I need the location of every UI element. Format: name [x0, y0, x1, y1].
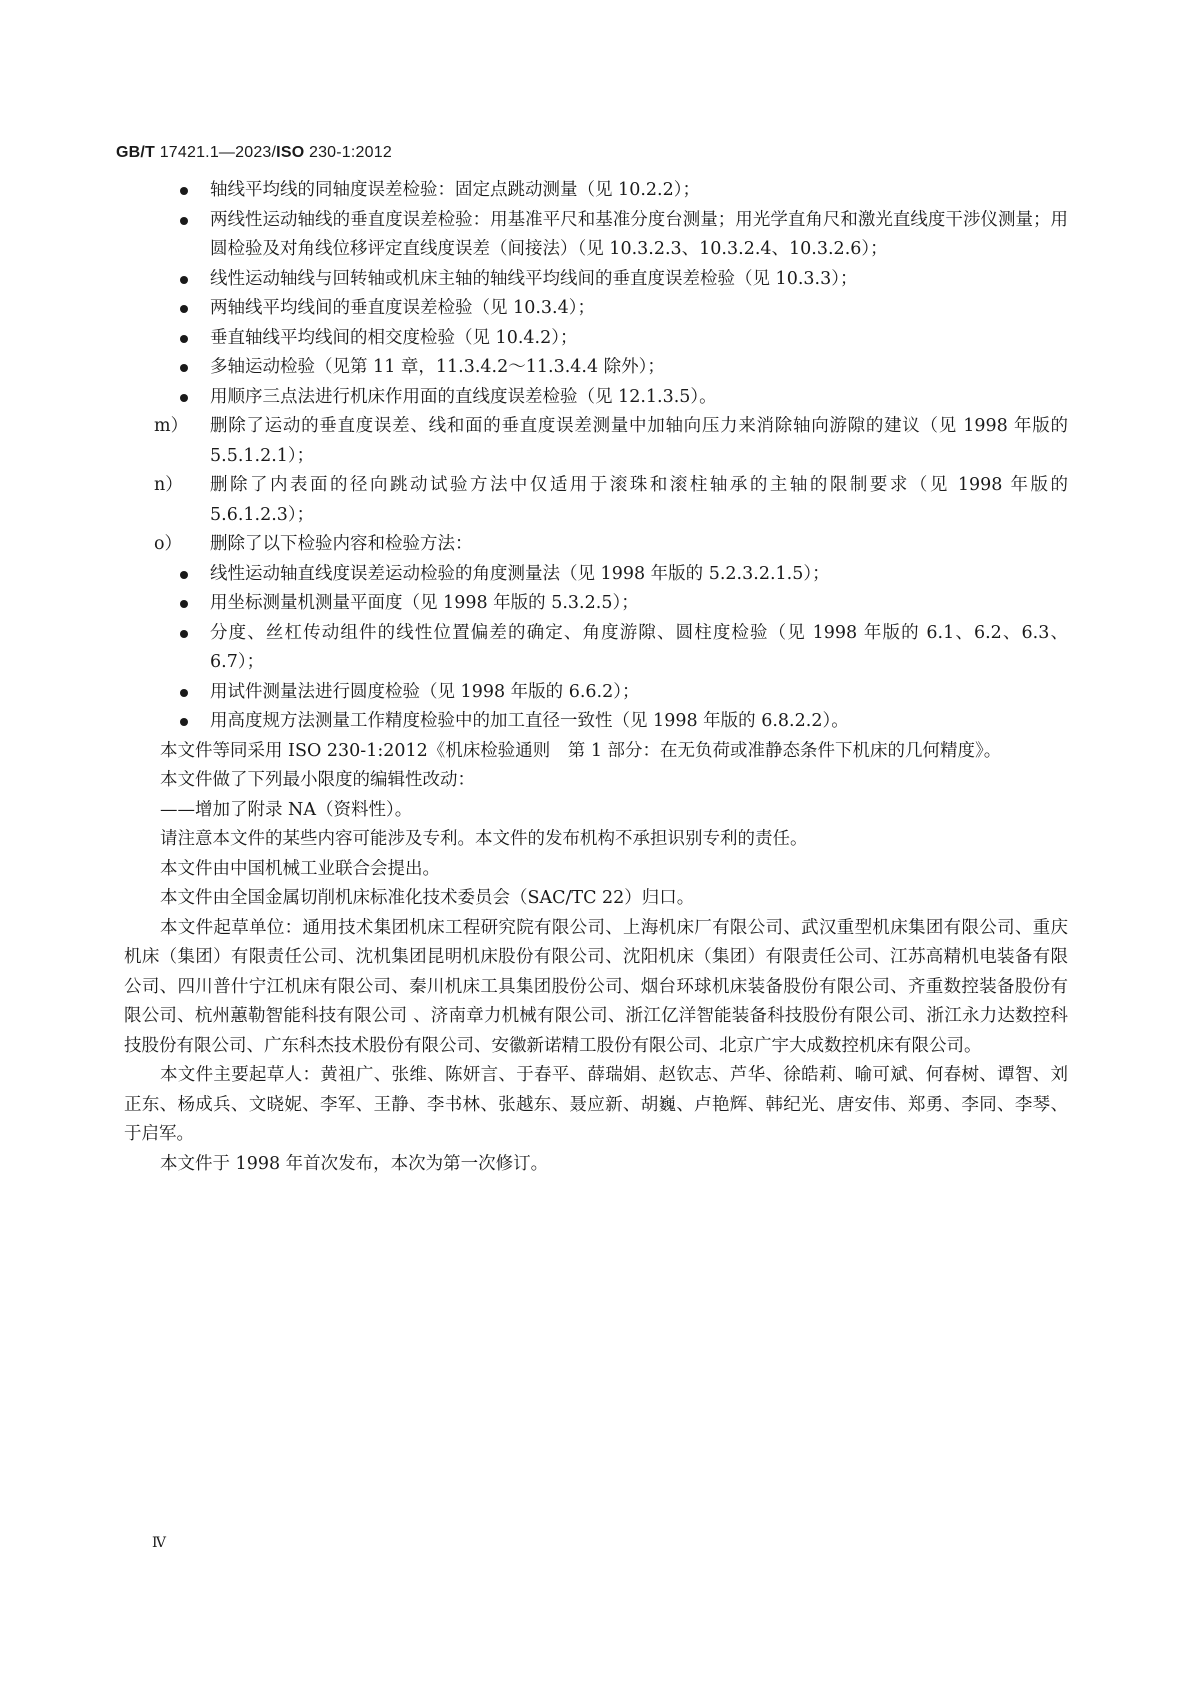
list-item: 两轴线平均线间的垂直度误差检验（见 10.3.4）； [210, 294, 1068, 324]
header-iso: ISO [276, 144, 305, 161]
paragraph-drafters: 本文件主要起草人：黄祖广、张维、陈妍言、于春平、薛瑞娟、赵钦志、芦华、徐皓莉、喻可斌、何春树、谭智、刘正东、杨成兵、文晓妮、李军、王静、李书林、张越东、聂应新、胡巍、卢艳辉、韩纪光、唐安伟、郑勇、李同、李琴、于启军。 [124, 1065, 1068, 1144]
paragraph-adoption: 本文件等同采用 ISO 230-1:2012《机床检验通则 第 1 部分：在无负荷或准静态条件下机床的几何精度》。 [160, 740, 1002, 761]
item-o-label: o） [154, 534, 183, 554]
paragraph-proposer: 本文件由中国机械工业联合会提出。 [160, 858, 440, 879]
list-item: 多轴运动检验（见第 11 章，11.3.4.2～11.3.4.4 除外）； [210, 353, 1068, 383]
list-item: 线性运动轴直线度误差运动检验的角度测量法（见 1998 年版的 5.2.3.2.1.5）； [210, 560, 1068, 590]
item-n-text: 删除了内表面的径向跳动试验方法中仅适用于滚珠和滚柱轴承的主轴的限制要求（见 1998 年版的 5.6.1.2.3）； [210, 475, 1068, 525]
item-n-label: n） [154, 475, 183, 495]
item-o [124, 530, 1068, 560]
item-n [124, 471, 1068, 530]
page-number: Ⅳ [152, 1535, 166, 1551]
list-item: 轴线平均线的同轴度误差检验：固定点跳动测量（见 10.2.2）； [210, 176, 1068, 206]
bullet-list-top [124, 176, 1068, 412]
item-m-label: m） [154, 416, 189, 436]
list-item: 两线性运动轴线的垂直度误差检验：用基准平尺和基准分度台测量；用光学直角尺和激光直线度干涉仪测量；用圆检验及对角线位移评定直线度误差（间接法）（见 10.3.2.3、10.3.2.4、10.3.2.6）； [210, 206, 1068, 265]
header-gbt: GB/T [116, 144, 156, 161]
list-item: 垂直轴线平均线间的相交度检验（见 10.4.2）； [210, 324, 1068, 354]
paragraph-history: 本文件于 1998 年首次发布，本次为第一次修订。 [160, 1153, 549, 1174]
paragraph-annex: ——增加了附录 NA（资料性）。 [160, 799, 413, 820]
list-item: 线性运动轴线与回转轴或机床主轴的轴线平均线间的垂直度误差检验（见 10.3.3）； [210, 265, 1068, 295]
header-rest: 230-1:2012 [304, 144, 392, 161]
header-num: 17421.1—2023/ [159, 144, 277, 161]
list-item: 用高度规方法测量工作精度检验中的加工直径一致性（见 1998 年版的 6.8.2.2）。 [210, 707, 1068, 737]
list-item: 用坐标测量机测量平面度（见 1998 年版的 5.3.2.5）； [210, 589, 1068, 619]
list-item: 分度、丝杠传动组件的线性位置偏差的确定、角度游隙、圆柱度检验（见 1998 年版的 6.1、6.2、6.3、6.7）； [210, 619, 1068, 678]
paragraph-drafting-units: 本文件起草单位：通用技术集团机床工程研究院有限公司、上海机床厂有限公司、武汉重型机床集团有限公司、重庆机床（集团）有限责任公司、沈机集团昆明机床股份有限公司、沈阳机床（集团）有限责任公司、江苏高精机电装备有限公司、四川普什宁江机床有限公司、秦川机床工具集团股份公司、烟台环球机床装备股份有限公司、齐重数控装备股份有限公司、杭州蕙勒智能科技有限公司 、济南章力机械有限公司、浙江亿洋智能装备科技股份有限公司、浙江永力达数控科技股份有限公司、广东科杰技术股份有限公司、安徽新诺精工股份有限公司、北京广宇大成数控机床有限公司。 [124, 917, 1068, 1056]
page-body [124, 176, 1068, 1179]
paragraph-editorial: 本文件做了下列最小限度的编辑性改动： [160, 770, 475, 790]
list-item: 用顺序三点法进行机床作用面的直线度误差检验（见 12.1.3.5）。 [210, 383, 1068, 413]
paragraph-patent: 请注意本文件的某些内容可能涉及专利。本文件的发布机构不承担识别专利的责任。 [160, 829, 808, 849]
item-o-text: 删除了以下检验内容和检验方法： [210, 534, 473, 554]
item-m [124, 412, 1068, 471]
standard-number-header [116, 144, 392, 162]
paragraph-committee: 本文件由全国金属切削机床标准化技术委员会（SAC/TC 22）归口。 [160, 888, 695, 908]
bullet-list-o [124, 560, 1068, 737]
list-item: 用试件测量法进行圆度检验（见 1998 年版的 6.6.2）； [210, 678, 1068, 708]
item-m-text: 删除了运动的垂直度误差、线和面的垂直度误差测量中加轴向压力来消除轴向游隙的建议（见 1998 年版的 5.5.1.2.1）； [210, 416, 1068, 466]
